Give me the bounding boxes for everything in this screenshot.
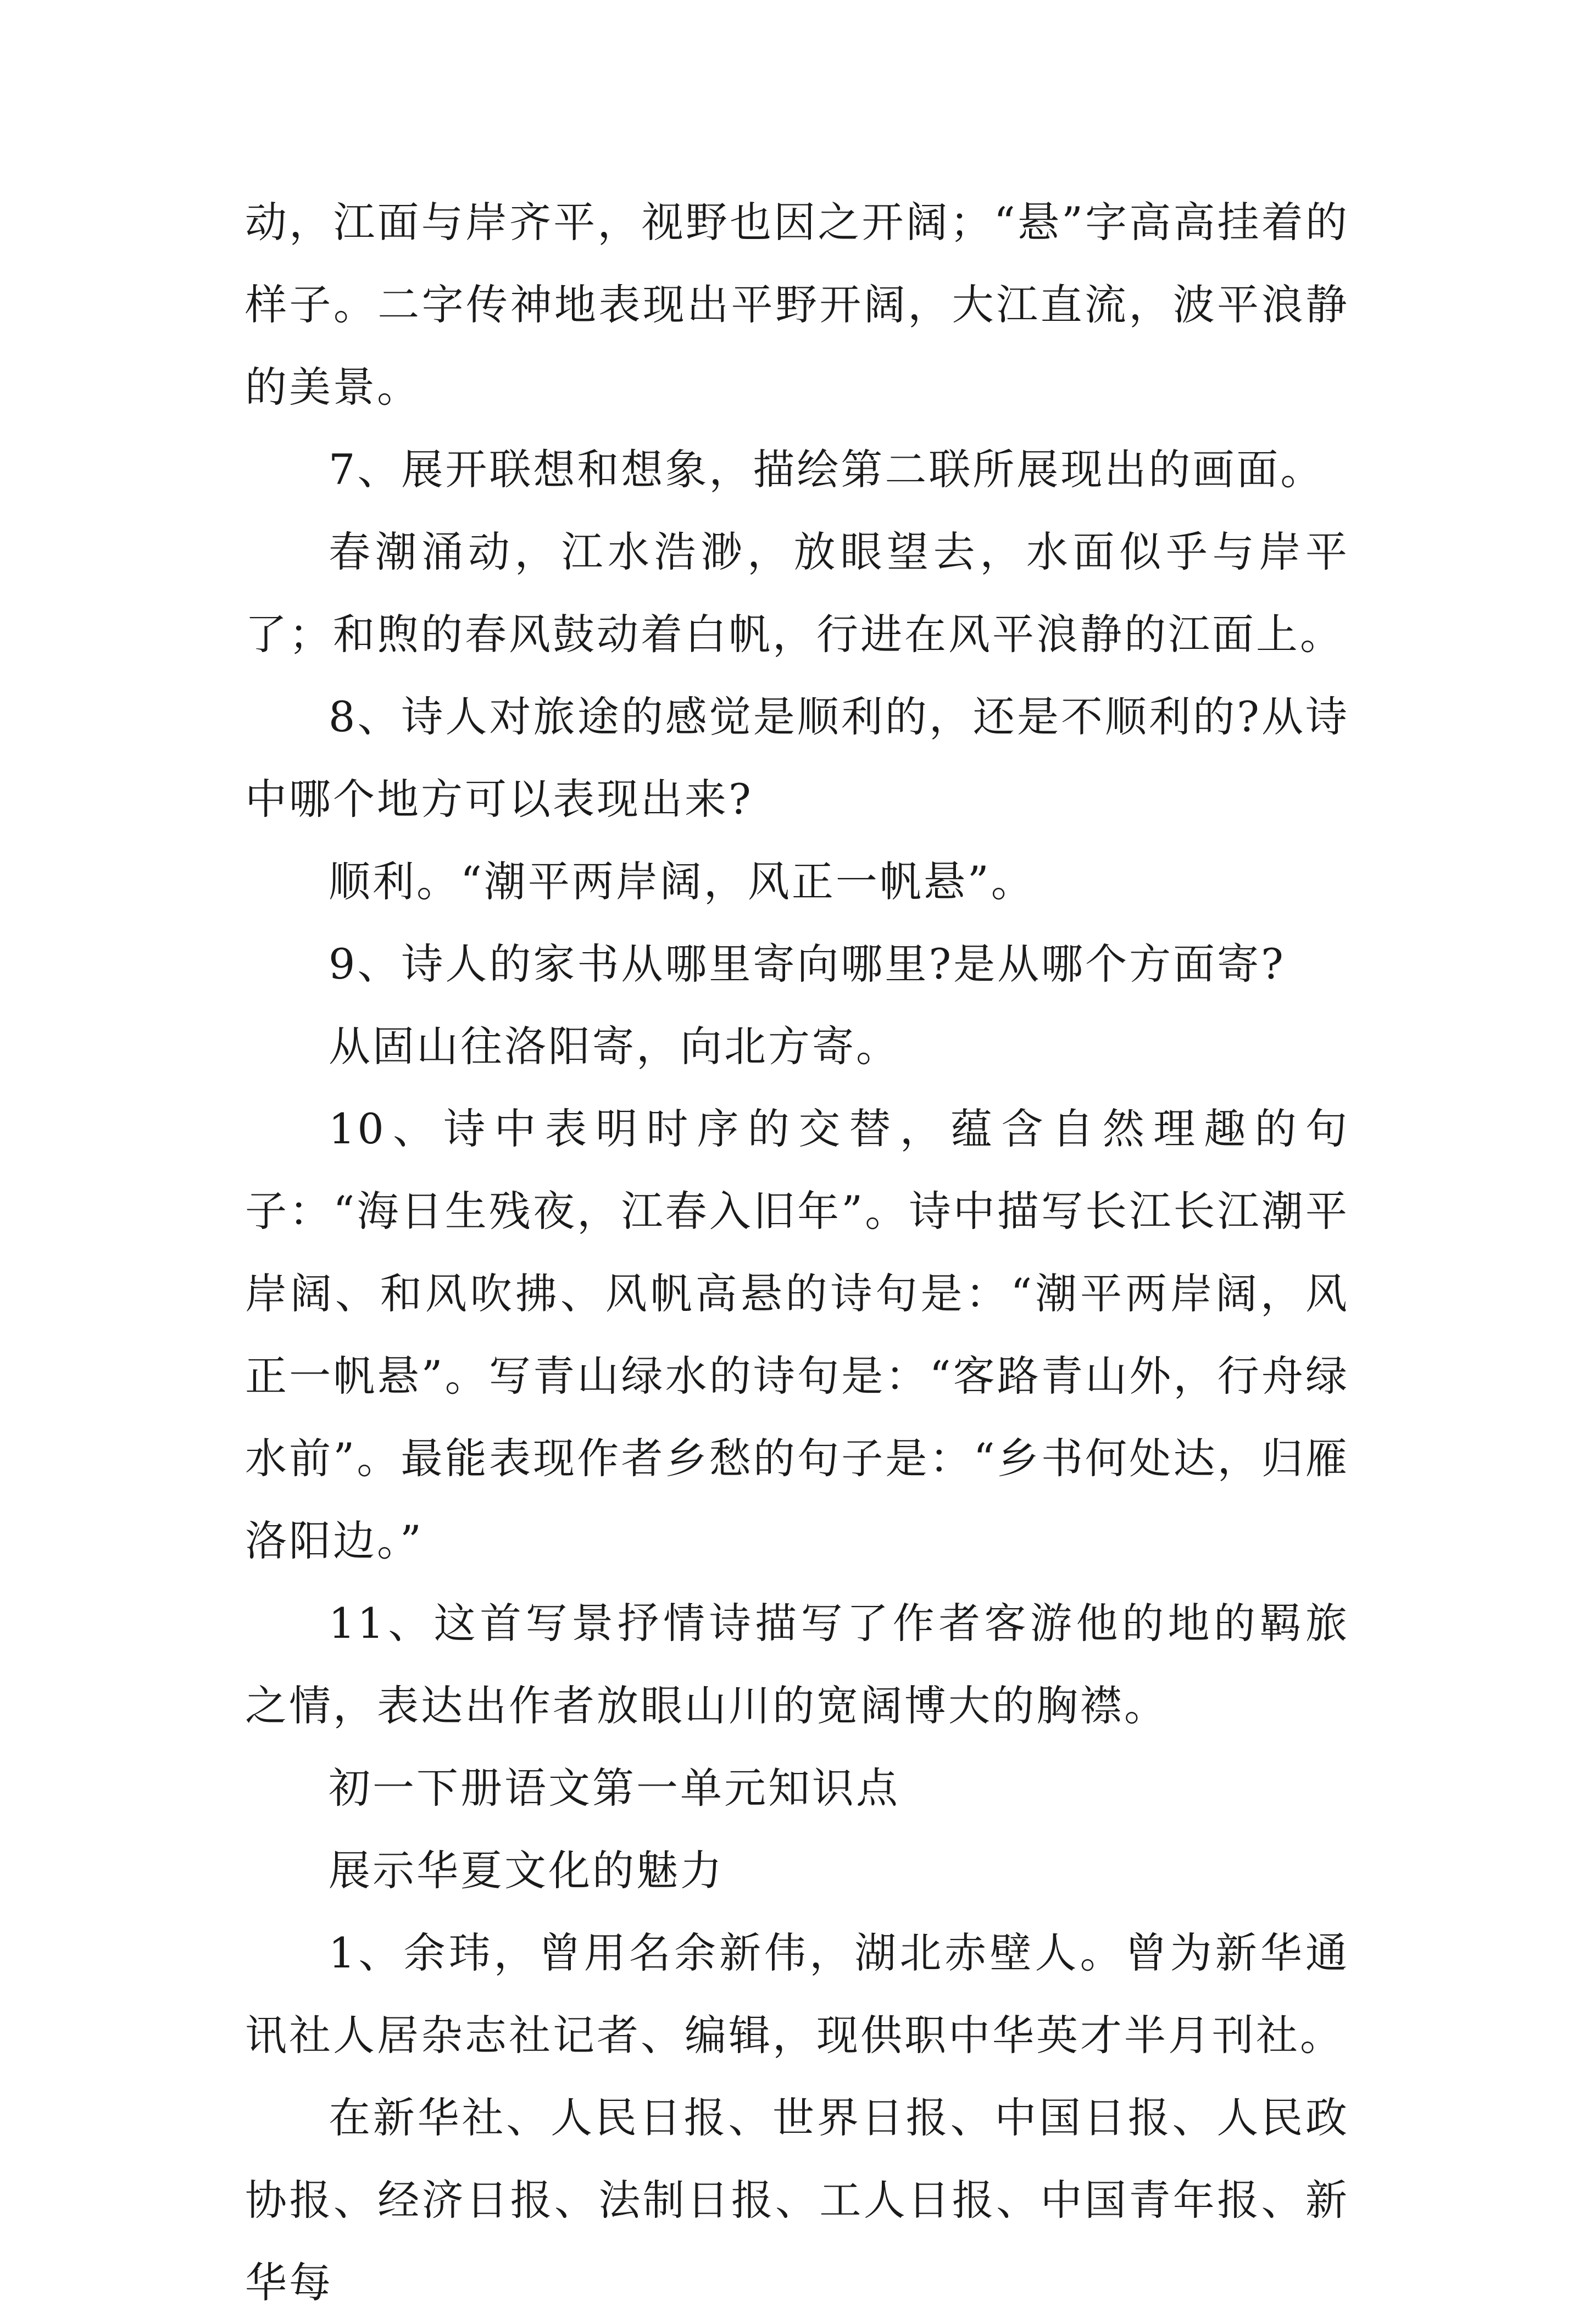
answer-8: 顺利。“潮平两岸阔，风正一帆悬”。: [329, 857, 1035, 906]
question-9: 9、诗人的家书从哪里寄向哪里?是从哪个方面寄?: [329, 939, 1286, 988]
paragraph-publications: 在新华社、人民日报、世界日报、中国日报、人民政协报、经济日报、法制日报、工人日报、中国青年报、新华每: [245, 2093, 1349, 2307]
question-8: 8、诗人对旅途的感觉是顺利的，还是不顺利的?从诗中哪个地方可以表现出来?: [245, 692, 1349, 824]
question-7: 7、展开联想和想象，描绘第二联所展现出的画面。: [329, 445, 1325, 494]
document-body: [245, 181, 1349, 2324]
item-1: 1、余玮，曾用名余新伟，湖北赤壁人。曾为新华通讯社人居杂志社记者、编辑，现供职中华英才半月刊社。: [245, 1928, 1349, 2060]
section-heading: 初一下册语文第一单元知识点: [329, 1764, 900, 1813]
unit-theme: 展示华夏文化的魅力: [329, 1846, 724, 1895]
item-11: 11、这首写景抒情诗描写了作者客游他的地的羁旅之情，表达出作者放眼山川的宽阔博大的胸襟。: [245, 1599, 1349, 1730]
answer-9: 从固山往洛阳寄，向北方寄。: [329, 1022, 900, 1071]
item-10: 10、诗中表明时序的交替，蕴含自然理趣的句子：“海日生残夜，江春入旧年”。诗中描写长江长江潮平岸阔、和风吹拂、风帆高悬的诗句是：“潮平两岸阔，风正一帆悬”。写青山绿水的诗句是：“客路青山外，行舟绿水前”。最能表现作者乡愁的句子是：“乡书何处达，归雁洛阳边。”: [245, 1104, 1349, 1565]
paragraph-continuation: 动，江面与岸齐平，视野也因之开阔；“悬”字高高挂着的样子。二字传神地表现出平野开阔，大江直流，波平浪静的美景。: [245, 198, 1349, 412]
answer-7: 春潮涌动，江水浩渺，放眼望去，水面似乎与岸平了；和煦的春风鼓动着白帆，行进在风平浪静的江面上。: [245, 527, 1349, 659]
